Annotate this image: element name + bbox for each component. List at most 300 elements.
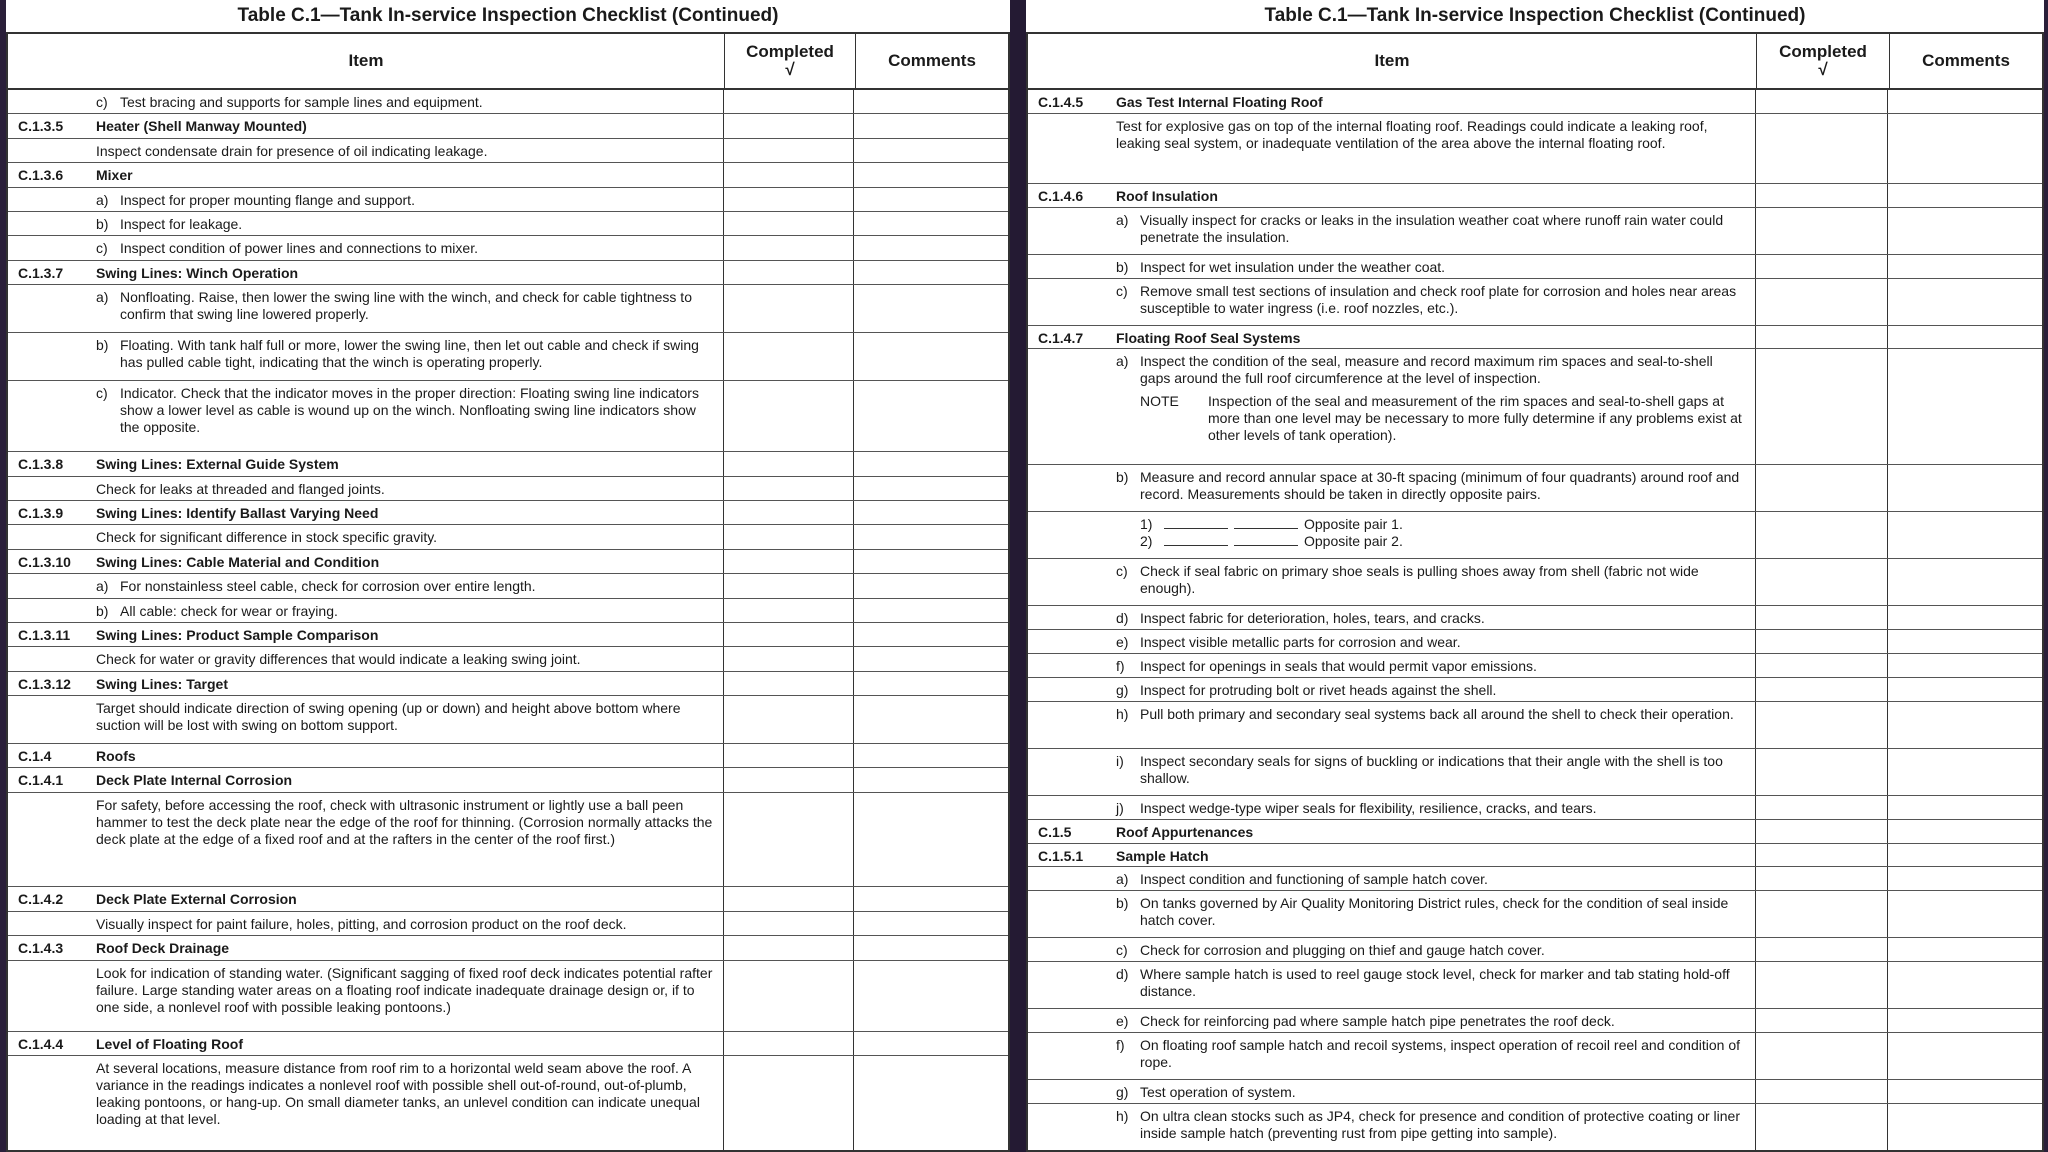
completed-cell[interactable]	[1756, 349, 1888, 464]
item-text: Inspect wedge-type wiper seals for flexibility, resilience, cracks, and tears.	[1140, 799, 1597, 816]
item-label: a)	[96, 578, 109, 595]
item-line	[18, 240, 713, 257]
completed-cell[interactable]	[724, 261, 854, 284]
completed-cell[interactable]	[724, 623, 854, 646]
completed-cell[interactable]	[724, 333, 854, 380]
header-comments: Comments	[1922, 51, 2010, 70]
sub-item	[96, 337, 713, 371]
comments-cell[interactable]	[1888, 654, 2042, 677]
item-cell	[1028, 796, 1756, 819]
item-label: j)	[1116, 799, 1124, 816]
item-label: c)	[96, 384, 108, 401]
completed-cell[interactable]	[1756, 867, 1888, 890]
item-line	[1038, 212, 1745, 246]
item-cell	[8, 452, 724, 475]
item-cell	[8, 114, 724, 137]
completed-cell[interactable]	[1756, 279, 1888, 325]
comments-cell[interactable]	[1888, 184, 2042, 207]
item-cell	[8, 887, 724, 910]
comments-cell[interactable]	[1888, 1104, 2042, 1150]
section-row	[8, 887, 1008, 911]
indent	[1038, 516, 1116, 533]
comments-cell[interactable]	[1888, 1080, 2042, 1103]
completed-cell[interactable]	[724, 768, 854, 791]
completed-cell[interactable]	[724, 285, 854, 332]
sub-item	[96, 603, 713, 620]
completed-cell[interactable]	[1756, 90, 1888, 113]
completed-cell[interactable]	[1756, 465, 1888, 511]
header-completed-label: Completed	[1779, 42, 1867, 61]
section-number: C.1.4.5	[1038, 94, 1084, 110]
completed-cell[interactable]	[724, 212, 854, 235]
pair-number: 2)	[1140, 533, 1153, 550]
comments-cell[interactable]	[854, 114, 1008, 137]
completed-cell[interactable]	[724, 574, 854, 597]
sub-item	[1116, 706, 1745, 723]
table-row	[8, 477, 1008, 501]
section-number: C.1.3.5	[18, 118, 64, 135]
completed-cell[interactable]	[1756, 1033, 1888, 1079]
completed-cell[interactable]	[1756, 606, 1888, 629]
completed-cell[interactable]	[1756, 208, 1888, 254]
comments-cell[interactable]	[854, 139, 1008, 162]
completed-cell[interactable]	[724, 381, 854, 451]
item-line	[18, 529, 713, 546]
section-row	[8, 936, 1008, 960]
comments-cell[interactable]	[1888, 678, 2042, 701]
table-row	[1028, 1080, 2042, 1104]
comments-cell[interactable]	[1888, 559, 2042, 605]
completed-cell[interactable]	[724, 550, 854, 573]
completed-cell[interactable]	[724, 501, 854, 524]
comments-cell[interactable]	[1888, 90, 2042, 113]
item-line	[18, 143, 713, 160]
comments-cell[interactable]	[1888, 1009, 2042, 1032]
completed-cell[interactable]	[1756, 512, 1888, 558]
comments-cell[interactable]	[854, 550, 1008, 573]
indent	[1038, 682, 1116, 699]
item-cell	[1028, 90, 1756, 113]
comments-cell[interactable]	[854, 599, 1008, 622]
item-text: On floating roof sample hatch and recoil systems, inspect operation of recoil reel and condition of rope.	[1140, 1037, 1740, 1071]
item-cell	[1028, 512, 1756, 558]
item-cell	[8, 1056, 724, 1150]
comments-cell[interactable]	[854, 163, 1008, 186]
section-row	[8, 550, 1008, 574]
page-divider	[1010, 0, 1026, 1152]
item-label: a)	[1116, 353, 1129, 370]
item-text: At several locations, measure distance from roof rim to a horizontal weld seam above the roof. A variance in the readings indicates a nonlevel roof with possible shell out-of-round, out-of-plumb, leaking pontoons, or hang-up. On small diameter tanks, an unlevel condition can indicate unequal loading at that level.	[96, 1060, 700, 1128]
item-label: d)	[1116, 966, 1129, 983]
section-line	[1038, 848, 1745, 865]
comments-cell[interactable]	[1888, 279, 2042, 325]
item-label: a)	[1116, 871, 1129, 888]
comments-cell[interactable]	[1888, 938, 2042, 961]
comments-cell[interactable]	[1888, 326, 2042, 349]
item-line	[1038, 658, 1745, 675]
comments-cell[interactable]	[1888, 630, 2042, 653]
sub-item	[1116, 610, 1745, 627]
indent	[18, 94, 96, 111]
item-cell	[1028, 114, 1756, 183]
table-title: Table C.1—Tank In-service Inspection Checklist (Continued)	[237, 5, 779, 26]
completed-cell[interactable]	[724, 525, 854, 548]
item-text: Inspect condensate drain for presence of oil indicating leakage.	[96, 142, 488, 159]
section-title: Roof Insulation	[1116, 187, 1218, 204]
item-content	[1116, 1013, 1745, 1030]
comments-cell[interactable]	[854, 793, 1008, 887]
section-line	[18, 676, 713, 693]
completed-cell[interactable]	[1756, 654, 1888, 677]
completed-cell[interactable]	[1756, 749, 1888, 795]
item-content	[1116, 706, 1745, 723]
section-line	[18, 748, 713, 765]
indent	[1038, 563, 1116, 597]
section-line	[1038, 188, 1745, 205]
comments-cell[interactable]	[854, 188, 1008, 211]
item-cell	[1028, 1033, 1756, 1079]
comments-cell[interactable]	[1888, 891, 2042, 937]
comments-cell[interactable]	[1888, 114, 2042, 183]
sub-item	[1116, 259, 1745, 276]
sub-item	[1116, 1108, 1745, 1142]
sub-item	[96, 94, 713, 111]
item-cell	[8, 936, 724, 959]
table-row	[8, 599, 1008, 623]
comments-cell[interactable]	[1888, 820, 2042, 843]
section-number: C.1.3.12	[18, 675, 71, 692]
comments-cell[interactable]	[854, 452, 1008, 475]
completed-cell[interactable]	[1756, 1104, 1888, 1150]
completed-cell[interactable]	[1756, 559, 1888, 605]
check-mark-icon: √	[785, 60, 795, 79]
completed-cell[interactable]	[724, 236, 854, 259]
item-label: b)	[1116, 469, 1129, 486]
table-row	[8, 285, 1008, 333]
completed-cell[interactable]	[724, 452, 854, 475]
section-row	[8, 501, 1008, 525]
comments-cell[interactable]	[854, 236, 1008, 259]
comments-cell[interactable]	[854, 768, 1008, 791]
indent	[1038, 259, 1116, 276]
sub-item	[1116, 1037, 1745, 1071]
table-row	[1028, 465, 2042, 512]
item-line	[1038, 753, 1745, 787]
item-cell	[1028, 820, 1756, 843]
indent	[18, 965, 96, 1016]
item-cell	[1028, 867, 1756, 890]
item-cell	[8, 696, 724, 743]
section-row	[8, 744, 1008, 768]
item-cell	[1028, 184, 1756, 207]
table-row	[1028, 1009, 2042, 1033]
completed-cell[interactable]	[724, 90, 854, 113]
comments-cell[interactable]	[854, 381, 1008, 451]
completed-cell[interactable]	[1756, 184, 1888, 207]
item-text: Inspect secondary seals for signs of buckling or indications that their angle with the shell is too shallow.	[1140, 752, 1723, 786]
comments-cell[interactable]	[854, 1056, 1008, 1150]
comments-cell[interactable]	[854, 672, 1008, 695]
item-content	[96, 216, 713, 233]
item-cell	[8, 236, 724, 259]
completed-cell[interactable]	[1756, 796, 1888, 819]
table-row	[1028, 349, 2042, 465]
comments-cell[interactable]	[854, 212, 1008, 235]
table-row	[1028, 891, 2042, 938]
indent	[1038, 706, 1116, 723]
completed-cell[interactable]	[724, 477, 854, 500]
completed-cell[interactable]	[724, 912, 854, 935]
comments-cell[interactable]	[854, 501, 1008, 524]
item-cell	[1028, 654, 1756, 677]
completed-cell[interactable]	[1756, 844, 1888, 867]
completed-cell[interactable]	[1756, 630, 1888, 653]
item-cell	[1028, 255, 1756, 278]
comments-cell[interactable]	[1888, 208, 2042, 254]
table-row	[1028, 559, 2042, 606]
table-row	[1028, 796, 2042, 820]
completed-cell[interactable]	[1756, 326, 1888, 349]
item-label: i)	[1116, 752, 1124, 769]
completed-cell[interactable]	[724, 139, 854, 162]
section-line	[18, 265, 713, 282]
sub-item	[96, 192, 713, 209]
item-cell	[8, 525, 724, 548]
comments-cell[interactable]	[854, 623, 1008, 646]
comments-cell[interactable]	[854, 1032, 1008, 1055]
completed-cell[interactable]	[724, 961, 854, 1031]
section-title: Swing Lines: Product Sample Comparison	[96, 626, 379, 643]
section-line	[18, 505, 713, 522]
item-cell	[1028, 702, 1756, 748]
item-text: Check for leaks at threaded and flanged joints.	[96, 480, 385, 497]
comments-cell[interactable]	[1888, 255, 2042, 278]
comments-cell[interactable]	[1888, 844, 2042, 867]
section-row	[8, 768, 1008, 792]
item-line	[18, 603, 713, 620]
indent	[18, 385, 96, 436]
comments-cell[interactable]	[854, 912, 1008, 935]
checklist-table	[1026, 32, 2044, 1152]
completed-cell[interactable]	[1756, 1009, 1888, 1032]
item-line	[18, 700, 713, 734]
item-line	[18, 337, 713, 371]
item-cell	[1028, 1104, 1756, 1150]
comments-cell[interactable]	[1888, 867, 2042, 890]
comments-cell[interactable]	[1888, 796, 2042, 819]
item-label: c)	[1116, 563, 1128, 580]
sub-item	[1116, 283, 1745, 317]
item-text: On tanks governed by Air Quality Monitoring District rules, check for the condition of seal inside hatch cover.	[1140, 895, 1729, 929]
comments-cell[interactable]	[1888, 349, 2042, 464]
blank-field[interactable]	[1234, 516, 1298, 529]
completed-cell[interactable]	[1756, 962, 1888, 1008]
comments-cell[interactable]	[854, 936, 1008, 959]
section-title: Deck Plate Internal Corrosion	[96, 772, 293, 789]
item-line	[18, 94, 713, 111]
blank-field[interactable]	[1164, 516, 1228, 529]
comments-cell[interactable]	[854, 333, 1008, 380]
section-row	[1028, 844, 2042, 868]
comments-cell[interactable]	[854, 696, 1008, 743]
sub-item	[1116, 871, 1745, 888]
section-number: C.1.3.6	[18, 167, 64, 184]
indent	[1038, 283, 1116, 317]
item-line	[1038, 469, 1745, 503]
item-line	[1038, 871, 1745, 888]
completed-cell[interactable]	[724, 672, 854, 695]
completed-cell[interactable]	[1756, 891, 1888, 937]
completed-cell[interactable]	[1756, 255, 1888, 278]
item-cell	[1028, 326, 1756, 349]
completed-cell[interactable]	[724, 114, 854, 137]
table-body	[1028, 90, 2042, 1150]
table-row	[1028, 938, 2042, 962]
item-cell	[8, 647, 724, 670]
item-label: c)	[1116, 942, 1128, 959]
table-row	[8, 525, 1008, 549]
comments-cell[interactable]	[1888, 512, 2042, 558]
sub-item	[1116, 212, 1745, 246]
item-cell	[8, 574, 724, 597]
section-line	[18, 456, 713, 473]
item-label: b)	[96, 602, 109, 619]
comments-cell[interactable]	[854, 525, 1008, 548]
section-row	[8, 672, 1008, 696]
item-line	[1038, 353, 1745, 444]
item-label: e)	[1116, 1013, 1129, 1030]
completed-cell[interactable]	[724, 599, 854, 622]
item-text: Test for explosive gas on top of the internal floating roof. Readings could indicate a leaking roof, leaking seal system, or inadequate ventilation of the area above the internal floating roof.	[1116, 117, 1708, 151]
comments-cell[interactable]	[1888, 465, 2042, 511]
item-text: Check for corrosion and plugging on thief and gauge hatch cover.	[1140, 942, 1545, 959]
comments-cell[interactable]	[854, 477, 1008, 500]
item-text: Check if seal fabric on primary shoe seals is pulling shoes away from shell (fabric not wide enough).	[1140, 563, 1699, 597]
indent	[1038, 895, 1116, 929]
completed-cell[interactable]	[724, 188, 854, 211]
indent	[18, 700, 96, 734]
completed-cell[interactable]	[724, 163, 854, 186]
comments-cell[interactable]	[854, 961, 1008, 1031]
comments-cell[interactable]	[854, 90, 1008, 113]
indent	[1038, 212, 1116, 246]
comments-cell[interactable]	[1888, 962, 2042, 1008]
completed-cell[interactable]	[724, 696, 854, 743]
item-line	[1038, 942, 1745, 959]
table-title: Table C.1—Tank In-service Inspection Checklist (Continued)	[1264, 5, 1806, 26]
completed-cell[interactable]	[724, 1032, 854, 1055]
section-title: Floating Roof Seal Systems	[1116, 329, 1301, 346]
indent	[1038, 800, 1116, 817]
indent	[18, 1060, 96, 1128]
item-text: Target should indicate direction of swing opening (up or down) and height above bottom where suction will be lost with swing on bottom support.	[96, 700, 681, 734]
comments-cell[interactable]	[854, 887, 1008, 910]
comments-cell[interactable]	[854, 647, 1008, 670]
indent	[1038, 118, 1116, 152]
table-row	[1028, 962, 2042, 1009]
item-text: Where sample hatch is used to reel gauge stock level, check for marker and tab stating hold-off distance.	[1140, 966, 1730, 1000]
item-text: Test bracing and supports for sample lines and equipment.	[120, 94, 483, 110]
blank-field[interactable]	[1164, 533, 1228, 546]
comments-cell[interactable]	[1888, 606, 2042, 629]
completed-cell[interactable]	[1756, 938, 1888, 961]
completed-cell[interactable]	[1756, 114, 1888, 183]
completed-cell[interactable]	[724, 744, 854, 767]
section-number: C.1.4.2	[18, 891, 64, 908]
item-label: e)	[1116, 633, 1129, 650]
item-text: Nonfloating. Raise, then lower the swing line with the winch, and check for cable tightness to confirm that swing line lowered properly.	[120, 289, 692, 323]
completed-cell[interactable]	[724, 647, 854, 670]
indent	[18, 916, 96, 933]
checklist-table	[6, 32, 1010, 1152]
table-row	[1028, 1033, 2042, 1080]
section-title: Swing Lines: Identify Ballast Varying Need	[96, 504, 379, 521]
section-number: C.1.4.4	[18, 1035, 64, 1052]
item-text: Visually inspect for cracks or leaks in the insulation weather coat where runoff rain water could penetrate the insulation.	[1140, 211, 1724, 245]
section-title: Mixer	[96, 167, 133, 184]
table-row	[8, 647, 1008, 671]
completed-cell[interactable]	[1756, 820, 1888, 843]
item-label: f)	[1116, 1037, 1125, 1054]
table-row	[8, 333, 1008, 381]
section-row	[1028, 820, 2042, 844]
blank-field[interactable]	[1234, 533, 1298, 546]
check-mark-icon: √	[1818, 60, 1828, 79]
item-label: c)	[1116, 282, 1128, 299]
comments-cell[interactable]	[1888, 749, 2042, 795]
comments-cell[interactable]	[854, 744, 1008, 767]
comments-cell[interactable]	[854, 574, 1008, 597]
item-cell	[8, 768, 724, 791]
indent	[1116, 516, 1140, 533]
pair-content	[1140, 516, 1745, 533]
comments-cell[interactable]	[854, 285, 1008, 332]
item-cell	[8, 793, 724, 887]
item-line	[1038, 259, 1745, 276]
table-row	[8, 793, 1008, 888]
indent	[1038, 966, 1116, 1000]
completed-cell[interactable]	[1756, 1080, 1888, 1103]
section-line	[18, 554, 713, 571]
completed-cell[interactable]	[1756, 702, 1888, 748]
completed-cell[interactable]	[724, 887, 854, 910]
indent	[18, 481, 96, 498]
comments-cell[interactable]	[854, 261, 1008, 284]
table-header	[8, 34, 1008, 90]
item-line	[1038, 682, 1745, 699]
header-completed-label: Completed	[746, 42, 834, 61]
item-text: Inspect for leakage.	[120, 216, 243, 233]
comments-cell[interactable]	[1888, 702, 2042, 748]
item-content	[96, 578, 713, 595]
item-line	[18, 481, 713, 498]
section-number: C.1.3.7	[18, 264, 64, 281]
item-content	[1116, 871, 1745, 888]
item-text: For nonstainless steel cable, check for corrosion over entire length.	[120, 578, 536, 595]
item-content	[96, 289, 713, 323]
indent	[1038, 1037, 1116, 1071]
item-label: b)	[1116, 895, 1129, 912]
table-row	[8, 212, 1008, 236]
completed-cell[interactable]	[1756, 678, 1888, 701]
completed-cell[interactable]	[724, 793, 854, 887]
sub-item	[96, 289, 713, 323]
comments-cell[interactable]	[1888, 1033, 2042, 1079]
pair-text: Opposite pair 2.	[1304, 533, 1403, 550]
item-cell	[8, 961, 724, 1031]
completed-cell[interactable]	[724, 1056, 854, 1150]
completed-cell[interactable]	[724, 936, 854, 959]
